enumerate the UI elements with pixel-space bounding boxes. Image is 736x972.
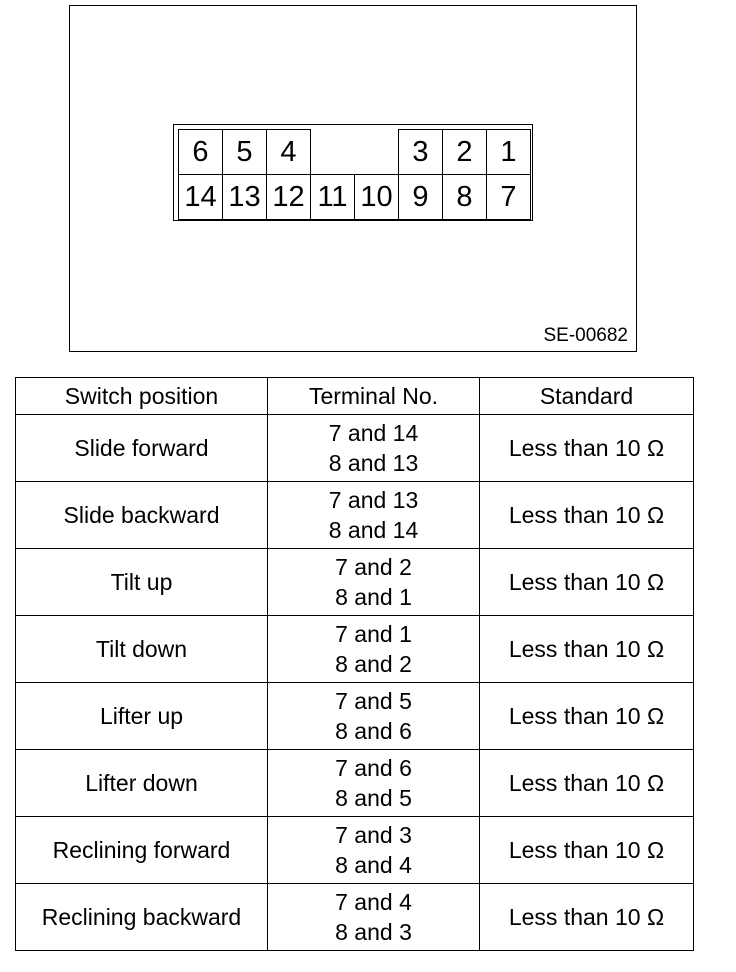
cell-switch-position: Slide backward [16,482,268,549]
cell-standard: Less than 10 Ω [480,817,694,884]
connector-pin-4: 4 [266,129,311,175]
terminal-pair: 7 and 5 [335,688,412,714]
table-row [16,750,694,817]
inspection-table [15,377,694,951]
cell-terminal-no [268,415,480,482]
table-row [16,884,694,951]
cell-terminal-no [268,616,480,683]
connector-pin-10: 10 [354,174,399,220]
cell-standard: Less than 10 Ω [480,750,694,817]
connector-pin-empty [354,129,399,175]
connector-pin-1: 1 [486,129,531,175]
cell-terminal-no [268,817,480,884]
connector-pin-6: 6 [178,129,223,175]
terminal-pair: 8 and 3 [335,919,412,945]
header-switch-position: Switch position [16,378,268,415]
connector-pin-3: 3 [398,129,443,175]
cell-switch-position: Tilt up [16,549,268,616]
table-row [16,683,694,750]
terminal-pair: 7 and 2 [335,554,412,580]
cell-terminal-no [268,482,480,549]
connector-pin-2: 2 [442,129,487,175]
figure-code: SE-00682 [543,325,628,346]
terminal-pair: 7 and 13 [328,487,419,513]
terminal-pair: 8 and 1 [335,584,412,610]
header-terminal-no: Terminal No. [268,378,480,415]
cell-standard: Less than 10 Ω [480,884,694,951]
connector-pin-12: 12 [266,174,311,220]
cell-switch-position: Reclining forward [16,817,268,884]
cell-switch-position: Lifter up [16,683,268,750]
terminal-pair: 7 and 3 [335,822,412,848]
connector-pin-5: 5 [222,129,267,175]
table-row [16,482,694,549]
header-standard: Standard [480,378,694,415]
terminal-pair: 8 and 4 [335,852,412,878]
table-row [16,616,694,683]
terminal-pair: 7 and 4 [335,889,412,915]
connector-figure [69,5,637,352]
cell-terminal-no [268,549,480,616]
connector-pin-7: 7 [486,174,531,220]
cell-terminal-no [268,750,480,817]
terminal-pair: 7 and 14 [328,420,419,446]
cell-switch-position: Tilt down [16,616,268,683]
terminal-pair: 8 and 2 [335,651,412,677]
connector-pin-13: 13 [222,174,267,220]
connector-pin-9: 9 [398,174,443,220]
cell-standard: Less than 10 Ω [480,415,694,482]
cell-terminal-no [268,884,480,951]
terminal-pair: 7 and 1 [335,621,412,647]
table-row [16,549,694,616]
cell-standard: Less than 10 Ω [480,683,694,750]
terminal-pair: 7 and 6 [335,755,412,781]
terminal-pair: 8 and 6 [335,718,412,744]
connector-pin-empty [310,129,355,175]
cell-standard: Less than 10 Ω [480,482,694,549]
terminal-pair: 8 and 14 [328,517,419,543]
cell-standard: Less than 10 Ω [480,549,694,616]
table-header-row [16,378,694,415]
connector-pin-11: 11 [310,174,355,220]
connector-pin-14: 14 [178,174,223,220]
cell-switch-position: Reclining backward [16,884,268,951]
terminal-pair: 8 and 5 [335,785,412,811]
cell-switch-position: Lifter down [16,750,268,817]
terminal-pair: 8 and 13 [328,450,419,476]
connector-pin-8: 8 [442,174,487,220]
cell-terminal-no [268,683,480,750]
table-row [16,817,694,884]
table-row [16,415,694,482]
cell-switch-position: Slide forward [16,415,268,482]
cell-standard: Less than 10 Ω [480,616,694,683]
